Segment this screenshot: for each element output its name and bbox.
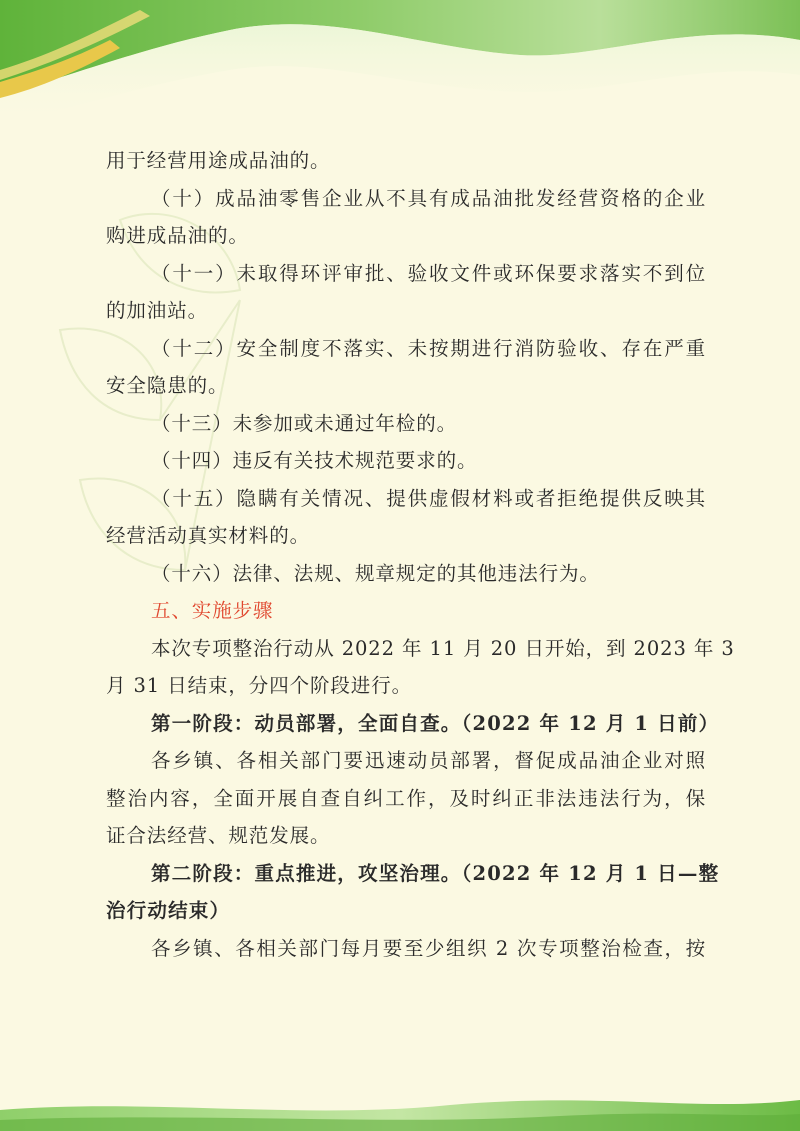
text-line: 经营活动真实材料的。: [106, 524, 311, 547]
document-body: [106, 142, 735, 967]
text-line: （十二）安全制度不落实、未按期进行消防验收、存在严重: [151, 336, 706, 360]
phase-heading: 治行动结束）: [106, 899, 231, 922]
text-line: 各乡镇、各相关部门每月要至少组织 2 次专项整治检查，按: [151, 936, 706, 960]
phase-heading: 第二阶段：重点推进，攻坚治理。（2022 年 12 月 1 日—整: [151, 861, 720, 885]
text-line: 用于经营用途成品油的。: [106, 149, 331, 172]
text-line: 月 31 日结束，分四个阶段进行。: [106, 674, 413, 697]
text-line: 本次专项整治行动从 2022 年 11 月 20 日开始，到 2023 年 3: [151, 636, 735, 660]
section-heading: 五、实施步骤: [151, 599, 274, 622]
text-line: （十四）违反有关技术规范要求的。: [151, 449, 478, 472]
text-line: 购进成品油的。: [106, 224, 249, 247]
text-line: 各乡镇、各相关部门要迅速动员部署，督促成品油企业对照: [151, 749, 706, 772]
text-line: （十一）未取得环评审批、验收文件或环保要求落实不到位: [151, 261, 706, 285]
text-line: 整治内容，全面开展自查自纠工作，及时纠正非法违法行为，保: [106, 786, 706, 810]
text-line: （十六）法律、法规、规章规定的其他违法行为。: [151, 561, 600, 585]
text-line: 证合法经营、规范发展。: [106, 824, 331, 847]
text-line: （十三）未参加或未通过年检的。: [151, 411, 458, 435]
text-line: 的加油站。: [106, 299, 209, 322]
text-line: （十五）隐瞒有关情况、提供虚假材料或者拒绝提供反映其: [151, 486, 706, 510]
phase-heading: 第一阶段：动员部署，全面自查。（2022 年 12 月 1 日前）: [151, 711, 720, 735]
text-line: 安全隐患的。: [106, 374, 229, 397]
text-line: （十）成品油零售企业从不具有成品油批发经营资格的企业: [151, 186, 706, 210]
